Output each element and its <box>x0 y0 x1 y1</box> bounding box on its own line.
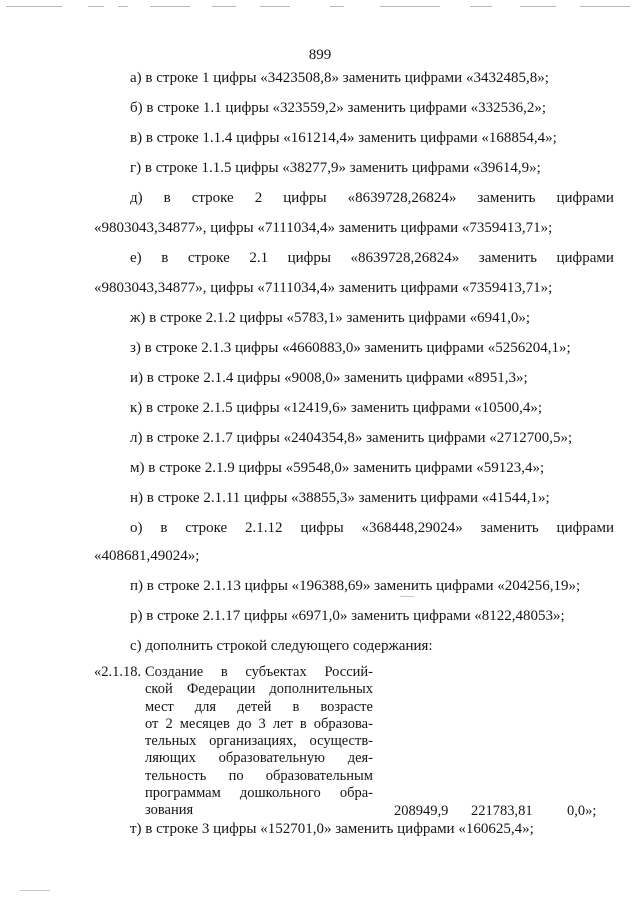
description-word: 2 <box>165 715 173 732</box>
description-word: дошкольного <box>239 785 321 802</box>
description-word: обра- <box>339 785 373 802</box>
amendment-item <box>130 520 614 537</box>
amendment-item: ж) в строке 2.1.2 цифры «5783,1» заменить цифрами «6941,0»; <box>130 310 531 326</box>
description-word: от <box>145 715 159 732</box>
value-2020: 221783,81 <box>471 803 533 819</box>
description-word: до <box>236 715 252 732</box>
description-word: возрасте <box>320 698 373 715</box>
amendment-word: 2.1.12 <box>245 520 283 536</box>
row-description <box>145 664 373 820</box>
description-word: в <box>220 664 228 680</box>
amendment-item <box>130 190 614 207</box>
description-line <box>145 716 373 733</box>
description-word: программам <box>145 785 221 802</box>
amendment-word: 2 <box>254 190 263 206</box>
description-word: Россий- <box>324 664 373 680</box>
scan-speck <box>400 596 414 597</box>
description-line: зования <box>145 802 194 819</box>
description-line <box>145 768 373 785</box>
amendment-item: з) в строке 2.1.3 цифры «4660883,0» заменить цифрами «5256204,1»; <box>130 340 571 356</box>
description-word: 3 <box>258 715 266 732</box>
amendment-word: о) <box>130 520 143 536</box>
amendment-item: а) в строке 1 цифры «3423508,8» заменить цифрами «3432485,8»; <box>130 70 549 86</box>
amendment-word: д) <box>130 190 143 206</box>
description-word: осуществ- <box>309 733 373 750</box>
amendment-word: в <box>163 190 171 206</box>
description-word: образовательную <box>218 750 325 767</box>
amendment-item: «408681,49024»; <box>94 548 200 564</box>
amendment-word: в <box>160 520 168 536</box>
amendment-word: цифры <box>287 250 331 266</box>
description-word: тельных <box>145 733 197 750</box>
description-word: дея- <box>347 750 373 767</box>
amendment-word: 2.1 <box>249 250 269 266</box>
amendment-item: «9803043,34877», цифры «7111034,4» заменить цифрами «7359413,71»; <box>94 220 553 236</box>
amendment-item: в) в строке 1.1.4 цифры «161214,4» заменить цифрами «168854,4»; <box>130 130 557 146</box>
amendment-word: строке <box>185 520 228 536</box>
amendment-word: цифры <box>300 520 344 536</box>
description-word: ской <box>145 681 173 698</box>
description-line <box>145 750 373 767</box>
description-line <box>145 733 373 750</box>
amendment-word: «8639728,26824» <box>347 190 457 206</box>
amendment-word: заменить <box>477 190 536 206</box>
amendment-word: цифры <box>283 190 327 206</box>
description-word: организациях, <box>209 733 297 750</box>
description-word: в <box>292 698 300 715</box>
amendment-item: л) в строке 2.1.7 цифры «2404354,8» заменить цифрами «2712700,5»; <box>130 430 573 446</box>
description-word: в <box>299 715 307 732</box>
description-line <box>145 785 373 802</box>
amendment-item: к) в строке 2.1.5 цифры «12419,6» заменить цифрами «10500,4»; <box>130 400 542 416</box>
amendment-item: т) в строке 3 цифры «152701,0» заменить цифрами «160625,4»; <box>130 821 534 837</box>
description-word: месяцев <box>179 715 230 732</box>
amendment-item: н) в строке 2.1.11 цифры «38855,3» заменить цифрами «41544,1»; <box>130 490 550 506</box>
description-line <box>145 699 373 716</box>
amendment-word: е) <box>130 250 142 266</box>
description-word: детей <box>237 698 272 715</box>
description-word: ляющих <box>145 750 196 767</box>
amendment-item: с) дополнить строкой следующего содержания: <box>130 638 433 654</box>
description-line <box>145 664 373 681</box>
amendment-word: «368448,29024» <box>361 520 463 536</box>
description-word: образовательным <box>265 767 373 784</box>
amendment-item: п) в строке 2.1.13 цифры «196388,69» заменить цифрами «204256,19»; <box>130 578 581 594</box>
amendment-word: «8639728,26824» <box>350 250 460 266</box>
amendment-word: строке <box>187 250 230 266</box>
description-word: дополнительных <box>269 681 373 698</box>
scan-edge-marks <box>0 6 640 10</box>
amendment-word: в <box>161 250 169 266</box>
row-code: «2.1.18. <box>94 664 142 680</box>
amendment-word: заменить <box>480 520 539 536</box>
amendment-word: заменить <box>478 250 537 266</box>
amendment-item: б) в строке 1.1 цифры «323559,2» заменить цифрами «332536,2»; <box>130 100 547 116</box>
amendment-word: цифрами <box>556 520 614 536</box>
description-word: Создание <box>145 664 204 680</box>
amendment-item <box>130 250 614 267</box>
description-word: по <box>228 767 244 784</box>
description-word: Федерации <box>186 681 256 698</box>
description-word: образова- <box>313 715 373 732</box>
description-word: лет <box>272 715 293 732</box>
amendment-item: «9803043,34877», цифры «7111034,4» заменить цифрами «7359413,71»; <box>94 280 553 296</box>
value-2021: 0,0»; <box>567 803 597 819</box>
amendment-item: г) в строке 1.1.5 цифры «38277,9» заменить цифрами «39614,9»; <box>130 160 541 176</box>
description-word: для <box>194 698 217 715</box>
page-number: 899 <box>308 47 332 63</box>
description-word: тельность <box>145 767 207 784</box>
description-line <box>145 681 373 698</box>
amendment-word: цифрами <box>556 190 614 206</box>
amendment-word: строке <box>191 190 234 206</box>
amendment-item: и) в строке 2.1.4 цифры «9008,0» заменить цифрами «8951,3»; <box>130 370 528 386</box>
value-2019: 208949,9 <box>394 803 449 819</box>
scan-speck <box>20 890 50 891</box>
description-word: мест <box>145 698 174 715</box>
amendment-item: м) в строке 2.1.9 цифры «59548,0» заменить цифрами «59123,4»; <box>130 460 545 476</box>
amendment-item: р) в строке 2.1.17 цифры «6971,0» заменить цифрами «8122,48053»; <box>130 608 565 624</box>
description-word: субъектах <box>245 664 307 680</box>
amendment-word: цифрами <box>556 250 614 266</box>
